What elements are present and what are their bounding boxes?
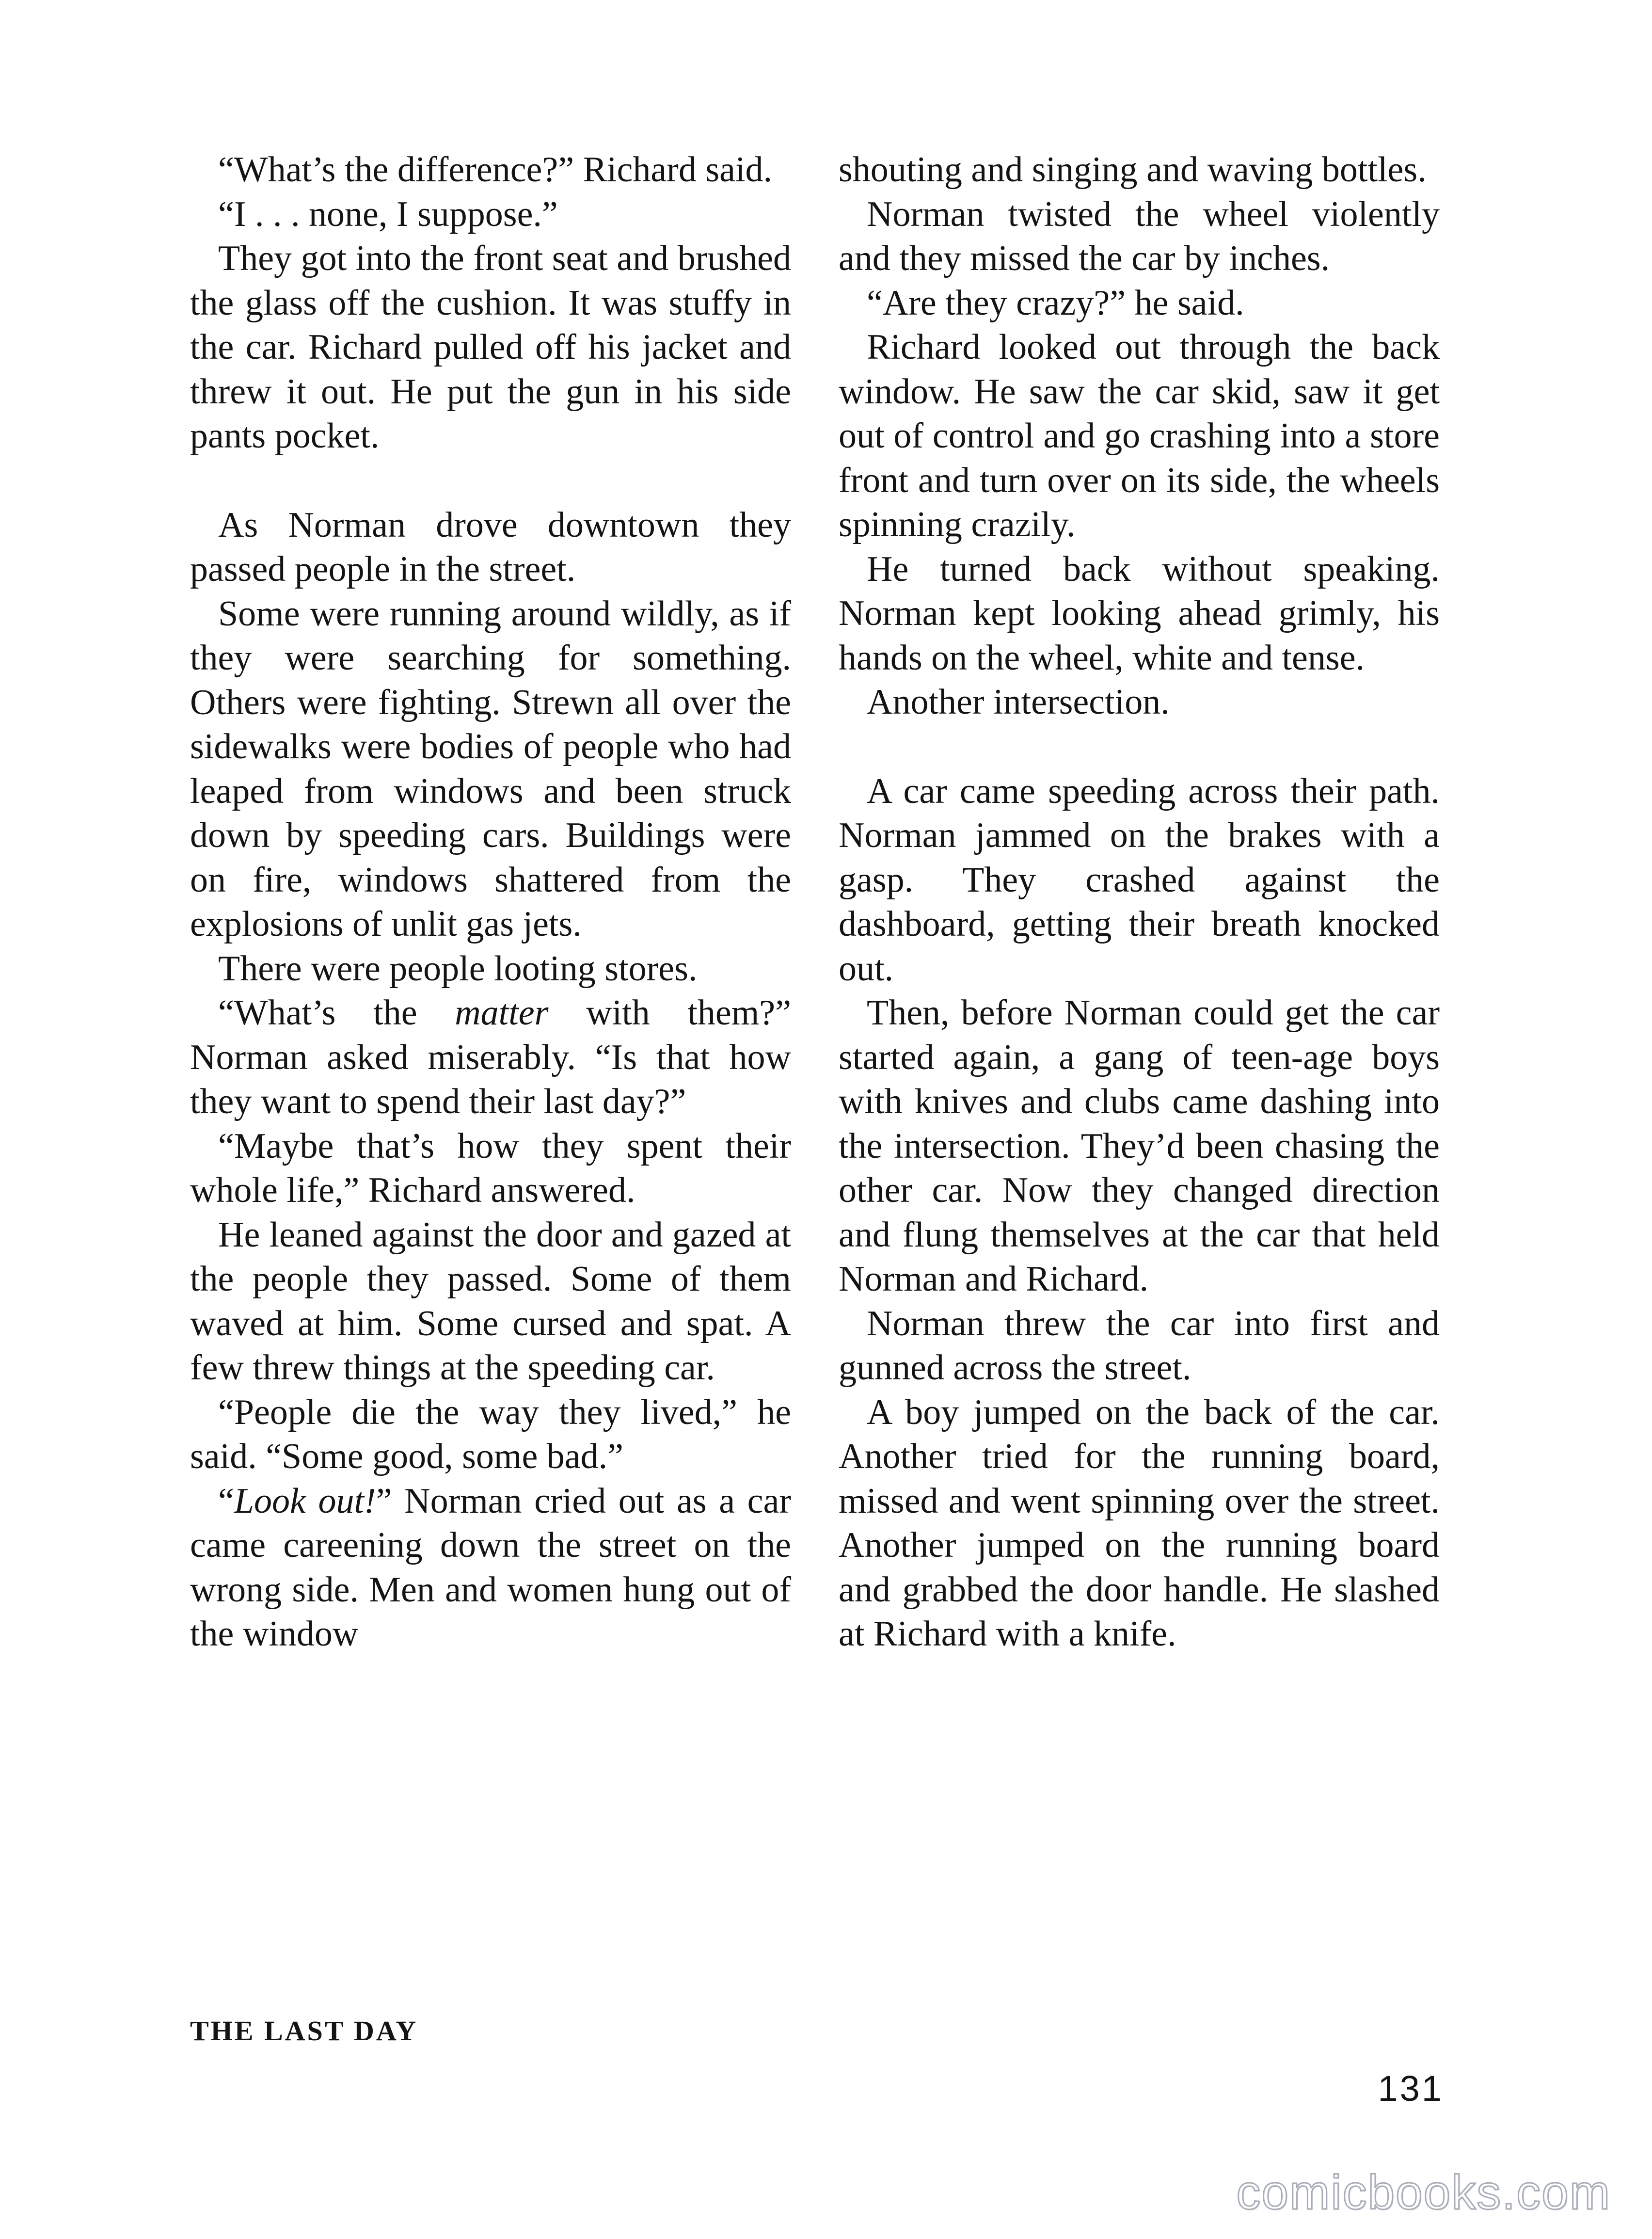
paragraph: Some were running around wildly, as if they were searching for something. Others were fighting. Strewn all over the sidewalks were bodies of people who had leaped from windows and been struck down by speeding cars. Buildings were on fire, windows shattered from the explosions of unlit gas jets. bbox=[190, 593, 791, 944]
paragraph: Then, before Norman could get the car started again, a gang of teen-age boys with knives and clubs came dashing into the intersection. They’d been chasing the other car. Now they changed direction and flung themselves at the car that held Norman and Richard. bbox=[839, 993, 1440, 1299]
paragraph: As Norman drove downtown they passed people in the street. bbox=[190, 505, 791, 589]
emphasis-text: Look out! bbox=[234, 1481, 376, 1521]
paragraph: There were people looting stores. bbox=[218, 948, 698, 989]
paragraph: shouting and singing and waving bottles. bbox=[839, 150, 1427, 190]
text-span: ” Norman cried out as a car came careening down the street on the wrong side. Men and women hung out of the window bbox=[190, 1481, 791, 1654]
text-span: “ bbox=[218, 1481, 234, 1521]
page-number: 131 bbox=[1378, 2068, 1444, 2109]
paragraph: “I . . . none, I suppose.” bbox=[218, 194, 558, 234]
paragraph: He turned back without speaking. Norman kept looking ahead grimly, his hands on the wheel, white and tense. bbox=[839, 549, 1440, 678]
paragraph: Norman twisted the wheel violently and they missed the car by inches. bbox=[839, 194, 1440, 278]
paragraph bbox=[190, 991, 791, 1124]
paragraph: They got into the front seat and brushed the glass off the cushion. It was stuffy in the car. Richard pulled off his jacket and threw it out. He put the gun in his side pants pocket. bbox=[190, 239, 791, 456]
paragraph: Norman threw the car into first and gunned across the street. bbox=[839, 1303, 1440, 1388]
paragraph: Richard looked out through the back window. He saw the car skid, saw it get out of control and go crashing into a store front and turn over on its side, the wheels spinning crazily. bbox=[839, 327, 1440, 544]
paragraph: He leaned against the door and gazed at the people they passed. Some of them waved at him. Some cursed and spat. A few threw things at the speeding car. bbox=[190, 1215, 791, 1388]
watermark-logo: comicbooks.com bbox=[1236, 2165, 1611, 2220]
text-span: with them?” Norman asked miserably. “Is that how they want to spend their last day?” bbox=[190, 993, 791, 1121]
paragraph: Another intersection. bbox=[867, 682, 1170, 722]
right-text-column bbox=[839, 148, 1440, 1657]
paragraph: A car came speeding across their path. Norman jammed on the brakes with a gasp. They crashed against the dashboard, getting their breath knocked out. bbox=[839, 771, 1440, 989]
text-span: “What’s the bbox=[218, 993, 455, 1033]
paragraph: “People die the way they lived,” he said. “Some good, some bad.” bbox=[190, 1392, 791, 1476]
running-footer-title: THE LAST DAY bbox=[190, 2015, 418, 2047]
paragraph: “What’s the difference?” Richard said. bbox=[218, 150, 773, 190]
paragraph: A boy jumped on the back of the car. Another tried for the running board, missed and went spinning over the street. Another jumped on the running board and grabbed the door handle. He slashed at Richard with a knife. bbox=[839, 1392, 1440, 1654]
left-text-column bbox=[190, 148, 791, 1657]
paragraph: “Are they crazy?” he said. bbox=[867, 283, 1244, 323]
emphasis-text: matter bbox=[455, 993, 549, 1033]
paragraph bbox=[190, 1479, 791, 1657]
paragraph: “Maybe that’s how they spent their whole life,” Richard answered. bbox=[190, 1126, 791, 1210]
